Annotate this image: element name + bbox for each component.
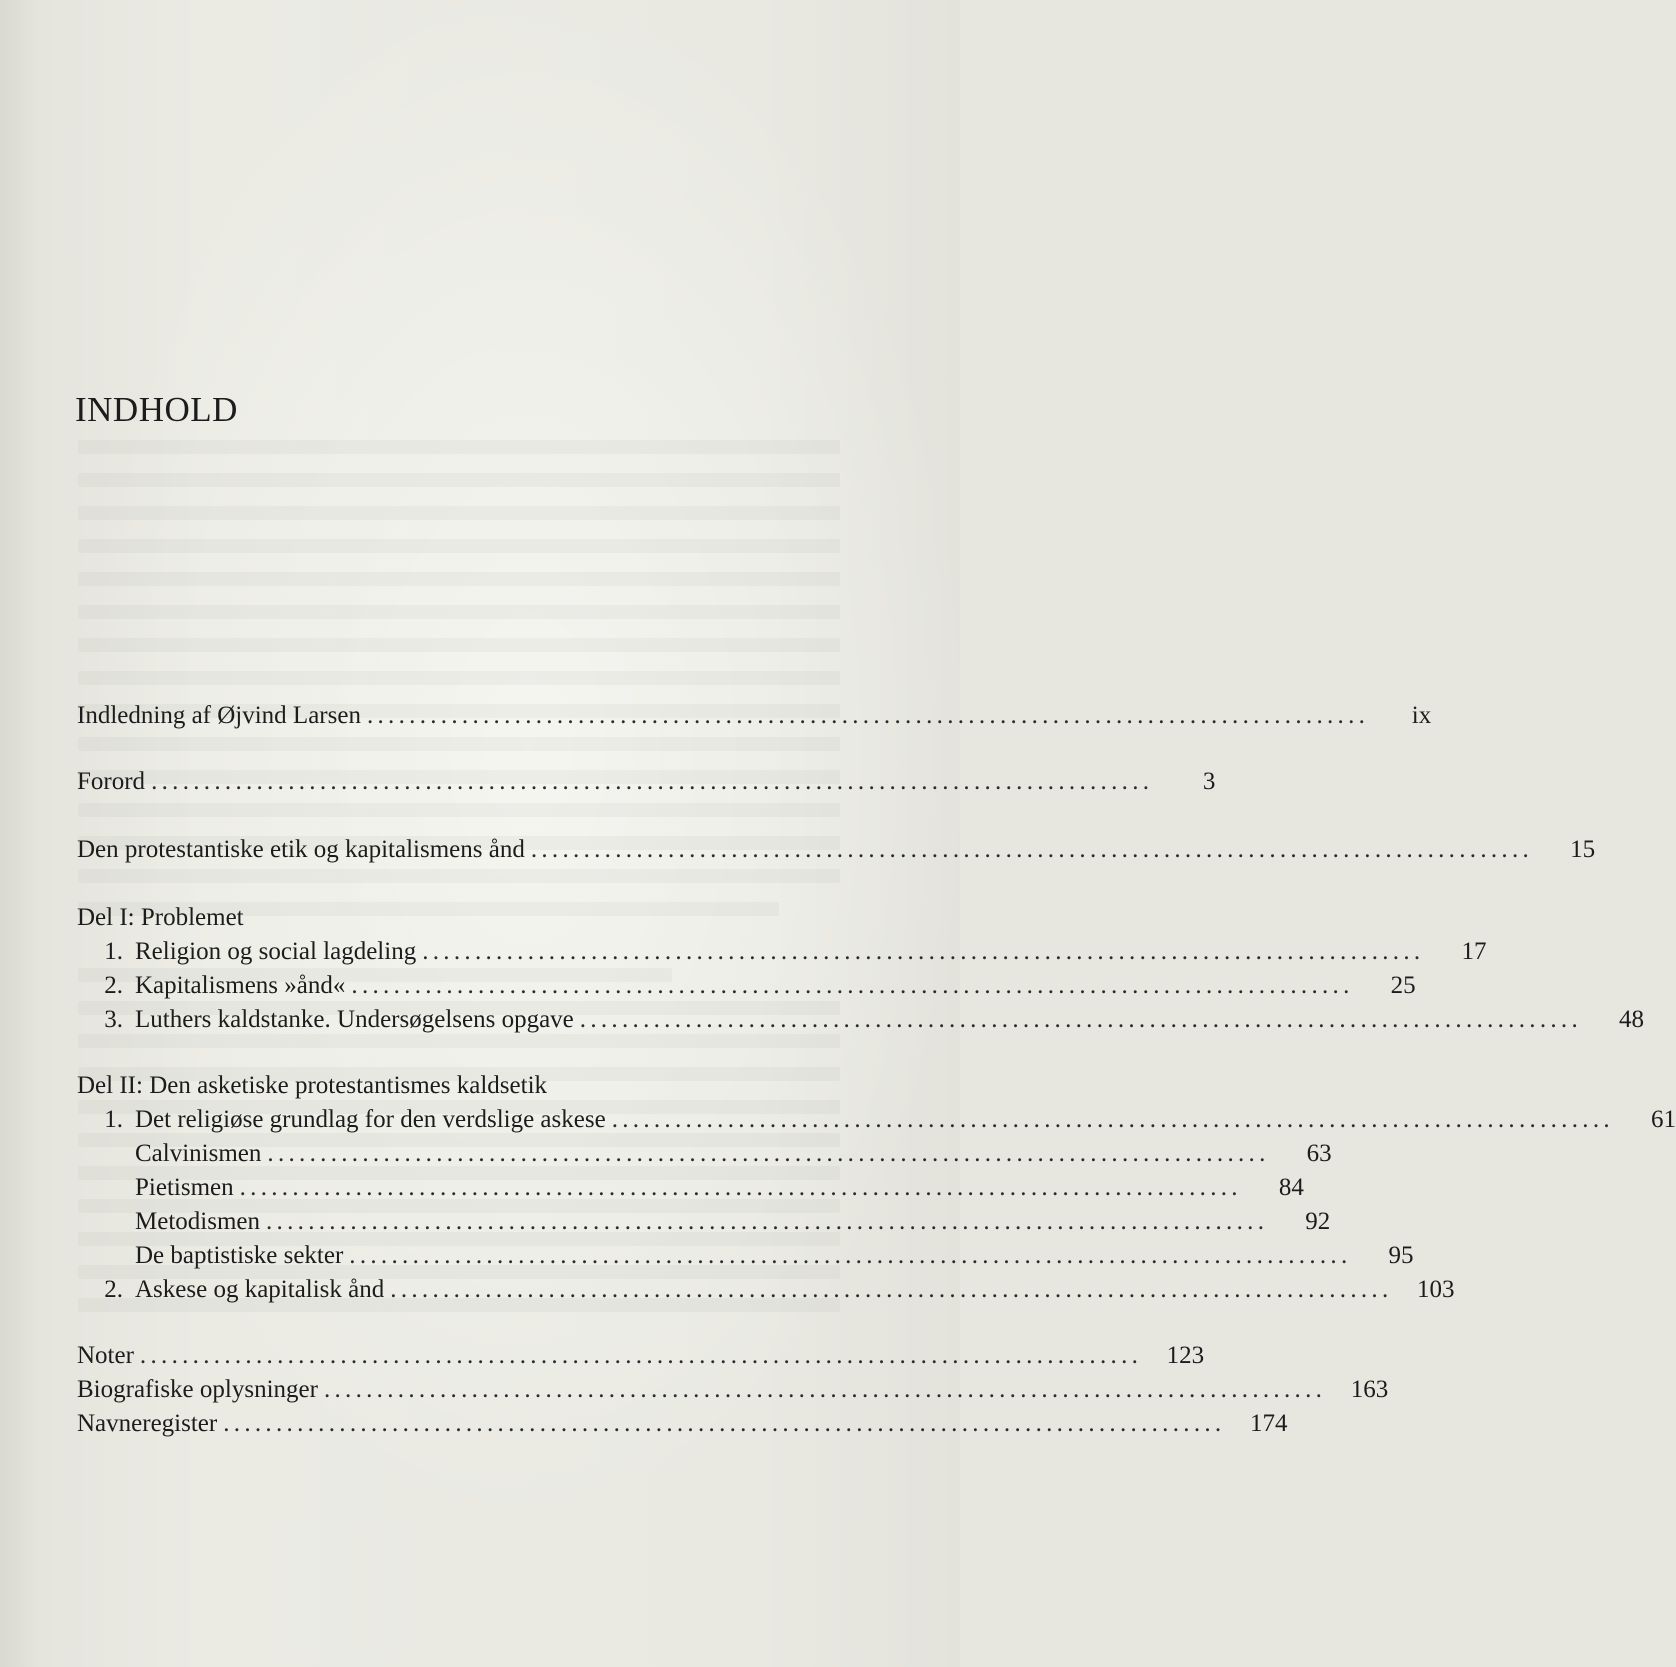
dot-leader: ............................................................................................... — [323, 1376, 1327, 1403]
toc-page-number: 15 — [1570, 836, 1596, 863]
toc-entry-label: Navneregister — [77, 1410, 218, 1437]
dot-leader: ............................................................................................... — [239, 1174, 1242, 1201]
toc-section-entry[interactable] — [77, 1240, 1414, 1272]
toc-entry-label: Pietismen — [135, 1174, 234, 1201]
toc-entry-notes[interactable] — [77, 1340, 1205, 1372]
toc-entry-foreword[interactable] — [77, 766, 1216, 798]
toc-chapter-entry[interactable] — [77, 1274, 1455, 1306]
dot-leader: ............................................................................................... — [530, 836, 1534, 863]
toc-entry-main-work[interactable] — [77, 834, 1596, 866]
toc-page-number: 92 — [1305, 1208, 1331, 1235]
chapter-number: 1. — [104, 938, 123, 965]
toc-entry-label: Indledning af Øjvind Larsen — [77, 702, 361, 729]
dot-leader: ............................................................................................... — [266, 1208, 1269, 1235]
toc-heading: INDHOLD — [75, 390, 238, 429]
toc-chapter-entry[interactable] — [77, 936, 1487, 968]
dot-leader: ............................................................................................... — [139, 1342, 1143, 1369]
toc-page-number: ix — [1411, 702, 1432, 729]
chapter-number: 1. — [104, 1106, 123, 1133]
toc-page-number: 174 — [1249, 1410, 1288, 1437]
toc-entry-biographies[interactable] — [77, 1374, 1389, 1406]
dot-leader: ............................................................................................... — [611, 1106, 1614, 1133]
chapter-number: 3. — [104, 1006, 123, 1033]
toc-entry-label: Askese og kapitalisk ånd — [135, 1276, 385, 1303]
toc-page-number: 84 — [1278, 1174, 1304, 1201]
toc-page-number: 25 — [1390, 972, 1416, 999]
toc-chapter-entry[interactable] — [77, 970, 1416, 1002]
dot-leader: ............................................................................................... — [351, 972, 1354, 999]
toc-part-heading[interactable] — [77, 902, 787, 934]
dot-leader: ............................................................................................... — [422, 938, 1425, 965]
toc-page-number: 61 — [1650, 1106, 1676, 1133]
toc-entry-label: Religion og social lagdeling — [135, 938, 417, 965]
toc-entry-label: Luthers kaldstanke. Undersøgelsens opgave — [135, 1006, 574, 1033]
toc-page-number: 123 — [1166, 1342, 1205, 1369]
toc-page-number: 103 — [1417, 1276, 1455, 1303]
toc-entry-introduction[interactable] — [77, 700, 1432, 732]
toc-entry-label: Forord — [77, 768, 146, 795]
toc-page-number: 17 — [1461, 938, 1487, 965]
toc-entry-name-index[interactable] — [77, 1408, 1288, 1440]
dot-leader: ............................................................................................... — [366, 702, 1370, 729]
dot-leader: ............................................................................................... — [267, 1140, 1270, 1167]
dot-leader: ............................................................................................... — [223, 1410, 1226, 1437]
toc-entry-label: Metodismen — [135, 1208, 260, 1235]
toc-section-entry[interactable] — [77, 1172, 1304, 1204]
toc-entry-label: De baptistiske sekter — [135, 1242, 344, 1269]
toc-page-number: 163 — [1350, 1376, 1389, 1403]
toc-entry-label: Biografiske oplysninger — [77, 1376, 318, 1403]
toc-part-heading[interactable] — [77, 1070, 787, 1102]
toc-section-entry[interactable] — [77, 1138, 1332, 1170]
dot-leader: ............................................................................................... — [390, 1276, 1393, 1303]
toc-page-number: 63 — [1306, 1140, 1332, 1167]
chapter-number: 2. — [104, 1276, 123, 1303]
dot-leader: ............................................................................................... — [579, 1006, 1583, 1033]
toc-chapter-entry[interactable] — [77, 1104, 1676, 1136]
toc-entry-label: Calvinismen — [135, 1140, 262, 1167]
toc-section-entry[interactable] — [77, 1206, 1331, 1238]
chapter-number: 2. — [104, 972, 123, 999]
toc-page-number: 48 — [1619, 1006, 1645, 1033]
toc-entry-label: Kapitalismens »ånd« — [135, 972, 346, 999]
dot-leader: ............................................................................................... — [349, 1242, 1352, 1269]
part-title: Del I: Problemet — [77, 904, 244, 931]
toc-entry-label: Det religiøse grundlag for den verdslige askese — [135, 1106, 606, 1133]
toc-entry-label: Den protestantiske etik og kapitalismens ånd — [77, 836, 525, 863]
toc-page-number: 95 — [1388, 1242, 1414, 1269]
part-title: Del II: Den asketiske protestantismes kaldsetik — [77, 1072, 548, 1099]
toc-chapter-entry[interactable] — [77, 1004, 1645, 1036]
toc-entry-label: Noter — [77, 1342, 134, 1369]
toc-page-number: 3 — [1202, 768, 1216, 795]
dot-leader: ............................................................................................... — [151, 768, 1154, 795]
